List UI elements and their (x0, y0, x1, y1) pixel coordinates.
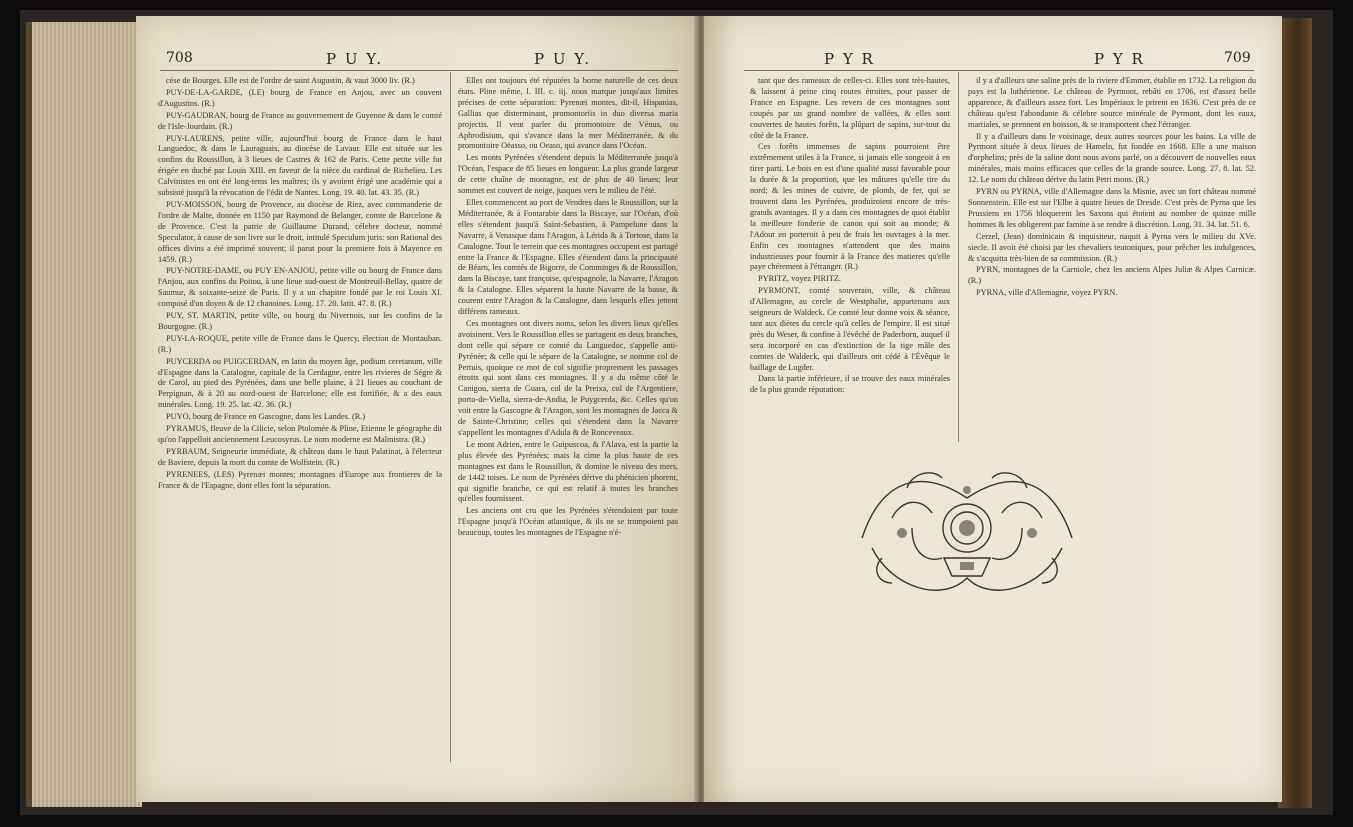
left-column-1 (158, 76, 442, 493)
left-page-header-col2: P U Y. (534, 50, 592, 68)
right-column-2 (968, 76, 1256, 300)
paragraph: Ces forêts immenses de sapins pourroient être extrêmement utiles à la France, si jamais elle songeoit à en tirer parti. Le bois en est d'une qualité aussi favorable pour la durée & la proportion, que les mâtures qu'elle tire du nord; & les mines de cuivre, de plomb, de fer, qui se trouvent dans les Pyrénées, produiroient encore de très-grands avantages. Il y a dans ces montagnes de quoi établir la meilleure fonderie de canon qui soit au monde; & l'Adour en porteroit à peu de frais les ouvrages à la mer. Enfin ces montagnes n'attendent que des mains industrieuses pour fournir à la France des matieres qu'elle paye chérement à l'étranger. (R.) (750, 142, 950, 272)
paragraph: Les monts Pyrénées s'étendent depuis la Méditerranée jusqu'à l'Océan, l'espace de 85 lieues en longueur. La plus grande largeur de cette chaîne de montagne, est de plus de 40 lieues; leur sommet est couvert de neige, jusques vers le milieu de l'été. (458, 153, 678, 196)
paragraph: PYRITZ, voyez PIRITZ. (758, 274, 841, 284)
paragraph: PUY-LAURENS, petite ville, aujourd'hui bourg de France dans le haut Languedoc, & dans le Lauraguais, au diocèse de Lavaur. Elle est située sur les confins du Roussillon, à 3 lieues de Castres & 162 de Paris. Cette petite ville fut érigée en duché par Louis XIII. en faveur de la nièce du cardinal de Richelieu. Les Calvinistes en ont été long-tems les maîtres; ils y avoient érigé une académie qui a subsisté jusqu'à la révocation de l'édit de Nantes. Long. 19. 40. lat. 43. 35. (R.) (158, 133, 442, 198)
paragraph: cése de Bourges. Elle est de l'ordre de saint Augustin, & vaut 3000 liv. (R.) (166, 76, 415, 85)
paragraph: Elles ont toujours été réputées la borne naturelle de ces deux états. Pline même, l. III. c. iij. nous marque jusqu'aux limites précises de cette séparation: Pyrenæi montes, dit-il, Hispanias, Gallias que disterminant, promontoriis in duo diversa maria projectis. Il veut parler du promontoire de Vénus, ou Aphrodisium, qui s'avance dans la mer Méditerranée, & du promontoire Oëasso, ou Oeaso, qui avance dans l'Océan. (458, 76, 678, 151)
paragraph: PUY-DE-LA-GARDE, (LE) bourg de France en Anjou, avec un couvent d'Augustins. (R.) (158, 87, 442, 108)
paragraph: Cerzel, (Jean) dominicain & inquisiteur, naquit à Pyrna vers le milieu du XVe. siecle. Il avoit été choisi par les chevaliers teutoniques, pour prêcher les indulgences, & s'acquitta très-bien de sa commission. (R.) (968, 231, 1256, 263)
paragraph: Elles commencent au port de Vendres dans le Roussillon, sur la Méditerranée, & à Fontarabie dans la Biscaye, sur l'Océan, d'où elles s'étendent jusqu'à Saint-Sebastien, à Pampelune dans la Navarre, à Venasque dans l'Aragon, à Lérida & à Tortose, dans la Catalogne. Tout le terrein que ces montagnes occupent est partagé entre la France & l'Espagne. Elles s'étendent dans la principauté de Béarn, les comtés de Bigorre, de Comminges & de Roussillon, dans la Biscaye, tant françoise, qu'espagnole, la Navarre, l'Aragon & la Catalogne. Elles séparent la haute Navarre de la basse, & courent entre l'Aragon & la Catalogne, dans lesquels elles jettent différens rameaux. (458, 197, 678, 317)
paragraph: tant que des rameaux de celles-ci. Elles sont très-hautes, & laissent à peine cinq routes étroites, pour passer de France en Espagne. Les revers de ces montagnes sont coupés par un grand nombre de vallées, & elles sont couvertes de hautes forêts, la plûpart de sapins, sur-tout du côté de la France. (750, 76, 950, 140)
left-page-number: 708 (166, 50, 193, 66)
paragraph: Dans la partie inférieure, il se trouve des eaux minérales de la plus grande réputation: (750, 374, 950, 395)
column-divider (958, 72, 959, 442)
header-rule (160, 70, 678, 71)
paragraph: PYRMONT, comté souverain, ville, & château d'Allemagne, au cercle de Westphalie, appartenans aux seigneurs de Waldeck. Ce comté leur donne voix & séance, tant aux diètes du cercle qu'à celles de l'empire. Il est situé près du Weser, & confine à l'évêché de Paderborn, auquel il sera incorporé en cas d'extinction de la tige mâle des comtes de Waldeck, qui d'ailleurs ont cédé à l'Évêque le baillage de Lugder. (750, 286, 950, 372)
right-page-number: 709 (1224, 50, 1251, 66)
paragraph: PYRNA, ville d'Allemagne, voyez PYRN. (976, 288, 1118, 298)
paragraph: PYRENEES, (LES) Pyrenæi montes; montagnes d'Europe aux frontieres de la France & de l'Espagne, dont elles font la séparation. (158, 469, 442, 490)
book-edge-left (26, 22, 142, 807)
paragraph: PUY, ST. MARTIN, petite ville, ou bourg du Nivernois, sur les confins de la Bourgogne. (R.) (158, 311, 442, 331)
left-page-header: P U Y. (326, 50, 384, 68)
paragraph: PYRAMUS, fleuve de la Cilicie, selon Ptolomée & Pline, Etienne le géographe dit qu'on l'appelloit anciennement Leucosyrus. Le nom moderne est Malmistra. (R.) (158, 424, 442, 444)
paragraph: Le mont Adrien, entre le Guipuscoa, & l'Alava, est la partie la plus élevée des Pyrénées; mais la cime la plus haute de ces montagnes est dans le Roussillon, & domine le niveau des mers, de 1442 toises. Le nom de Pyrénées dérive du phénicien phorent, qui signifie branche, ce qui est relatif à toutes les branches qu'elles fournissent. (458, 439, 678, 504)
right-page-header-left: P Y R (824, 50, 875, 68)
paragraph: Il y a d'ailleurs dans le voisinage, deux autres sources pour les bains. La ville de Pyrmont située à deux lieues de Hameln, fut fondée en 1668. Elle a une maison d'orphelins; près de la saline dont nous avons parlé, on a découvert de nouvelles eaux minérales, mais moins efficaces que celles de la grande source. Long. 27. 8. lat. 52. 12. Le nom du château dérive du latin Petri mons. (R.) (968, 131, 1256, 185)
ornamental-vignette-icon (852, 458, 1082, 608)
paragraph: PUY-GAUDRAN, bourg de France au gouvernement de Guyenne & dans le comté de l'Isle-Jourdain. (R.) (158, 110, 442, 131)
paragraph: PUY-NOTRE-DAME, ou PUY EN-ANJOU, petite ville ou bourg de France dans l'Anjou, aux confins du Poitou, à une lieue sud-ouest de Montreuil-Bellay, quatre de Saumur, & soixante-seize de Paris. Il y a un chapitre fondé par le roi Louis XI. composé d'un doyen & de 12 chanoines. Long. 17. 20. latit. 47. 8. (R.) (158, 266, 442, 309)
right-page (704, 16, 1282, 802)
paragraph: PUYCERDA ou PUIGCERDAN, en latin du moyen âge, podium ceretanum, ville d'Espagne dans la Catalogne, capitale de la Cerdagne, entre les rivieres de Ségre & de Carol, au pied des Pyrénées, dans une belle plaine, à 21 lieues au couchant de Perpignan, & à 20 au nord-ouest de Barcelone; elle est fortifiée, & a des eaux minérales. Long. 19. 25. lat. 42. 36. (R.) (158, 356, 442, 410)
paragraph: PYRN, montagnes de la Carniole, chez les anciens Alpes Juliæ & Alpes Carnicæ. (R.) (968, 265, 1256, 286)
header-rule (744, 70, 1254, 71)
paragraph: PYRBAUM, Seigneurie immédiate, & château dans le haut Palatinat, à l'électeur de Baviere, depuis la mort du comte de Wolfstein. (R.) (158, 446, 442, 467)
paragraph: Les anciens ont cru que les Pyrénées s'étendoient par toute l'Espagne jusqu'à l'Océan atlantique, & ils ne se trompoient pas beaucoup, toutes les montagnes de l'Espagne n'é- (458, 506, 678, 538)
paragraph: PYRN ou PYRNA, ville d'Allemagne dans la Misnie, avec un fort château nommé Sonnenstein. Elle est sur l'Elbe à quatre lieues de Dresde. C'est près de Pyrna que les Prussiens en 1756 bloquerent les Saxons qui étoient au nombre de quinze mille hommes & les obligerent par famine à se rendre à discrétion. Long. 31. 34. lat. 51. 6. (968, 187, 1256, 229)
column-divider (450, 72, 451, 762)
paragraph: PUYO, bourg de France en Gascogne, dans les Landes. (R.) (166, 412, 366, 422)
paragraph: PUY-LA-ROQUE, petite ville de France dans le Quercy, élection de Montauban. (R.) (158, 333, 442, 354)
paragraph: Ces montagnes ont divers noms, selon les divers lieux qu'elles avoisinent. Vers le Roussillon elles se partagent en deux branches, dont celle qui sépare ce comté du Languedoc, s'appelle anti-Pyrénée; & celle qui le sépare de la Catalogne, se nomme col de Pertuis, quoique ce mot de col signifie proprement les passages étroits qui sont dans ces montagnes. Il y a du même côté le Canigou, sierra de Guara, col de la Preixa, col de l'Argentiere, porto-de-Viella, sierra-de-Andia, le Puygcerda, &c. Celles qu'on voit entre la Gascogne & l'Aragon, sont les montagnes de Jacca & de Sainte-Christine; celles qui s'étendent dans la Navarre s'appellent les montagnes d'Adula & de Ronceveaux. (458, 318, 678, 437)
paragraph: il y a d'ailleurs une saline près de la riviere d'Emmer, établie en 1732. La religion du pays est la luthérienne. Le château de Pyrmont, rebâti en 1706, est d'assez belle apparence, & d'ailleurs assez fort. Les Impériaux le prirent en 1636. C'est près de ce château qu'est l'abondante & célebre source minérale de Pyrmont, dont les eaux, martiales, se prennent en boisson, & se transportent chez l'étranger. (968, 76, 1256, 129)
right-page-header-right: P Y R (1094, 50, 1145, 68)
book-edge-right (1278, 18, 1312, 808)
paragraph: PUY-MOISSON, bourg de Provence, au diocèse de Riez, avec commanderie de l'ordre de Malte, donnée en 1150 par Raymond de Belanger, comte de Barcelone & de Provence. C'est la patrie de Guillaume Durand, célebre docteur, nommé Speculator, à cause de son livre sur le droit, intitulé Speculum juris: son Rational des offices divins a été imprimé souvent; il parut pour la premiere fois à Mayence en 1459. (R.) (158, 199, 442, 264)
right-column-1 (750, 76, 950, 397)
left-page (136, 16, 698, 802)
left-column-2 (458, 76, 678, 540)
